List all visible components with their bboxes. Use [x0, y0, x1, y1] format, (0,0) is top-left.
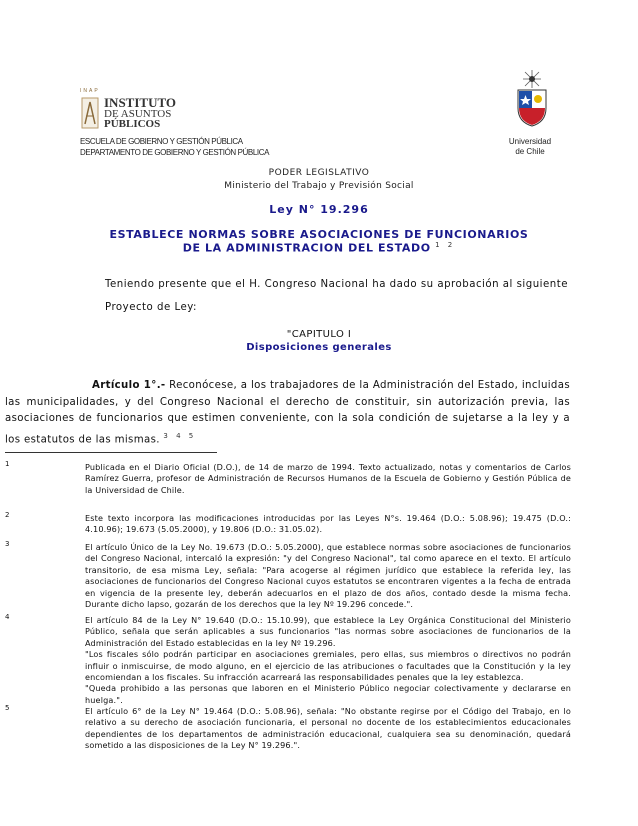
ministerio-label: Ministerio del Trabajo y Previsión Social [224, 181, 414, 191]
poder-label: PODER LEGISLATIVO [268, 168, 370, 178]
footnote-number: 4 [5, 613, 10, 621]
footnote-line: Publicada en el Diario Oficial (D.O.), de 14 de marzo de 1994. Texto actualizado, notas y comentarios de Carlos Ramírez Guerra, profesor de Administración de Recursos Humanos de la Escuela de Gobierno y Gestión Pública de la Universidad de Chile. [85, 462, 571, 495]
inap-emblem-icon [80, 96, 100, 130]
article-1-paragraph [5, 378, 570, 448]
inap-small-label: INAP [80, 88, 100, 94]
inap-name-line2: DE ASUNTOS [104, 108, 172, 120]
school-name: ESCUELA DE GOBIERNO Y GESTIÓN PÚBLICA [80, 137, 243, 146]
university-name-line1: Universidad [508, 137, 552, 146]
chapter-heading: "CAPITULO I [286, 329, 352, 340]
footnote-refs: 1 2 [435, 241, 456, 249]
intro-paragraph: Teniendo presente que el H. Congreso Nacional ha dado su aprobación al siguiente [105, 279, 568, 290]
department-name: DEPARTAMENTO DE GOBIERNO Y GESTIÓN PÚBLICA [80, 148, 270, 157]
proyecto-label: Proyecto de Ley: [105, 302, 197, 313]
footnote-text [85, 615, 571, 706]
footnote-line: "Queda prohibido a las personas que laboren en el Ministerio Público negociar colectivamente y declararse en huelga.". [85, 683, 571, 705]
article-1-text: Reconócese, a los trabajadores de la Administración del Estado, incluidas las municipalidades, y del Congreso Nacional el derecho de constituir, sin autorización previa, las asociaciones de funcionarios que estimen conveniente, con la sola condición de sujetarse a la ley y a los estatutos de las mismas. [5, 380, 571, 445]
article-1-footnote-refs: 3 4 5 [163, 431, 197, 440]
inap-name-line1: INSTITUTO [104, 95, 177, 110]
footnote-text [85, 513, 571, 536]
law-title-line2 [0, 241, 638, 255]
footnote-line: El artículo 84 de la Ley N° 19.640 (D.O.: 15.10.99), que establece la Ley Orgánica Constitucional del Ministerio Público, señala que serán aplicables a sus funcionarios "las normas sobre asociaciones de funcionarios de la Administración del Estado establecidas en la ley Nº 19.296. [85, 615, 571, 648]
inap-name-line3: PÚBLICOS [104, 118, 161, 130]
footnote-line: "Los fiscales sólo podrán participar en asociaciones gremiales, pero ellas, sus miembros o directivos no podrán influir o inmiscuirse, de modo alguno, en el ejercicio de las atribuciones o facultades que la Constitución y la ley encomiendan a los fiscales. Su infracción acarreará las responsabilidades penales que la ley establezca. [85, 649, 571, 683]
chapter-subtitle: Disposiciones generales [246, 342, 392, 353]
footnote-number: 2 [5, 511, 10, 519]
footnote-number: 5 [5, 704, 10, 712]
article-1-label: Artículo 1°.- [92, 380, 166, 391]
footnote-separator [5, 452, 217, 453]
footnote-number: 3 [5, 540, 10, 548]
footnote-text [85, 462, 571, 496]
law-number: Ley N° 19.296 [269, 203, 369, 216]
footnote-line: El artículo 6° de la Ley N° 19.464 (D.O.: 5.08.96), señala: "No obstante regirse por el Código del Trabajo, en lo relativo a su derecho de asociación funcionaria, el personal no docente de los establecimientos educacionales dependientes de los departamentos de administración educacional, cualquiera sea su denominación, quedará sometido a las disposiciones de la Ley N° 19.296.". [85, 706, 571, 751]
footnote-text [85, 706, 571, 752]
universidad-de-chile-crest-icon [512, 68, 552, 128]
law-title-line1: ESTABLECE NORMAS SOBRE ASOCIACIONES DE FUNCIONARIOS [109, 228, 529, 241]
footnote-line: El artículo Único de la Ley No. 19.673 (D.O.: 5.05.2000), que establece normas sobre asociaciones de funcionarios del Congreso Nacional, intercaló la expresión: "y del Congreso Nacional", tal como aparece en el texto. El artículo transitorio, de esa misma Ley, señala: "Para acogerse al régimen jurídico que establece la referida ley, las asociaciones de funcionarios del Congreso Nacional cuyos estatutos se encontraren vigentes a la fecha de entrada en vigencia de la presente ley, deberán adecuarlos en el plazo de dos años, contado desde la misma fecha. Durante dicho lapso, gozarán de los derechos que la ley Nº 19.296 concede.". [85, 542, 571, 610]
university-name-line2: de Chile [515, 147, 545, 156]
footnote-line: Este texto incorpora las modificaciones introducidas por las Leyes N°s. 19.464 (D.O.: 5.08.96); 19.475 (D.O.: 4.10.96); 19.673 (5.05.2000), y 19.806 (D.O.: 31.05.02). [85, 513, 571, 535]
inap-logo [80, 88, 200, 134]
footnote-number: 1 [5, 460, 10, 468]
footnote-text [85, 542, 571, 610]
law-title-line2-text: DE LA ADMINISTRACION DEL ESTADO [182, 241, 431, 255]
